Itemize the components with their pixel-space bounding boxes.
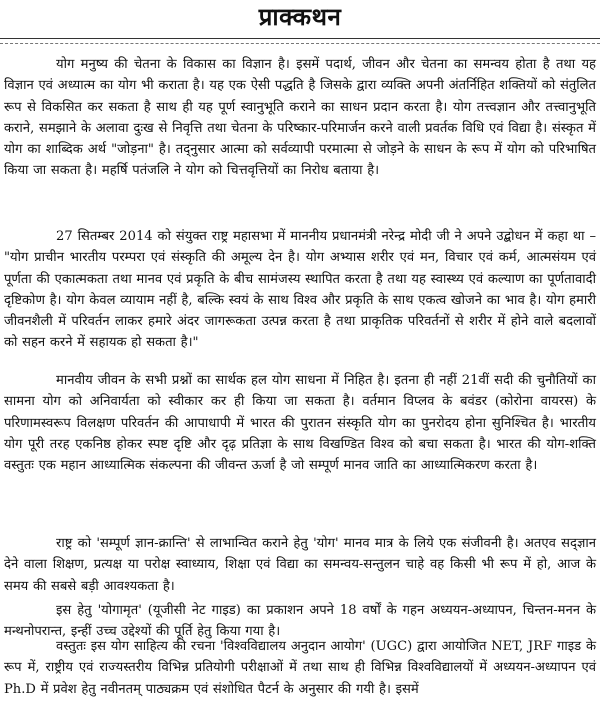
paragraph-1: योग मनुष्य की चेतना के विकास का विज्ञान है। इसमें पदार्थ, जीवन और चेतना का समन्वय होता है तथा यह विज्ञान एवं अध्यात्म का योग भी कराता है। यह एक ऐसी पद्धति है जिसके द्वारा व्यक्ति अपनी अंतर्निहित शक्तियों को संतुलित रूप से विकसित कर सकता है साथ ही यह पूर्ण स्वानुभूति कराने का साधन प्रदान करता है। योग तत्त्वज्ञान और तत्त्वानुभूति कराने, समझाने के अलावा दुःख से निवृत्ति तथा चेतना के परिष्कार-परिमार्जन करने वाली प्रवर्तक विधि एवं विद्या है। संस्कृत में योग का शाब्दिक अर्थ "जोड़ना" है। तद्नुसार आत्मा को सर्वव्यापी परमात्मा से जोड़ने के साधन के रूप में योग को परिभाषित किया जा सकता है। महर्षि पतंजलि ने योग को चित्तवृत्तियों का निरोध बताया है। bbox=[4, 57, 596, 179]
paragraph-3: मानवीय जीवन के सभी प्रश्नों का सार्थक हल योग साधना में निहित है। इतना ही नहीं 21वीं सदी की चुनौतियों का सामना योग को अनिवार्यता को स्वीकार कर ही किया जा सकता है। वर्तमान विप्लव के बवंडर (कोरोना वायरस) के परिणामस्वरूप विलक्षण परिवर्तन की आपाधापी में भारत की पुरातन संस्कृति योग का पुनरोदय होना सुनिश्चित है। भारतीय योग पूरी तरह एकनिष्ठ होकर स्पष्ट दृष्टि और दृढ़ प्रतिज्ञा के साथ विखण्डित विश्व को बचा सकता है। भारत की योग-शक्ति वस्तुतः एक महान आध्यात्मिक संकल्पना की जीवन्त ऊर्जा है जो सम्पूर्ण मानव जाति का आध्यात्मिकरण करता है। bbox=[4, 373, 596, 474]
document-body bbox=[0, 46, 600, 701]
page-title: प्राक्कथन bbox=[258, 3, 342, 31]
paragraph-4: राष्ट्र को 'सम्पूर्ण ज्ञान-क्रान्ति' से लाभान्वित कराने हेतु 'योग' मानव मात्र के लिये एक संजीवनी है। अतएव सद्ज्ञान देने वाला शिक्षण, प्रत्यक्ष या परोक्ष स्वाध्याय, शिक्षा एवं विद्या का समन्वय-सन्तुलन चाहे वह किसी भी रूप में हो, आज के समय की सबसे बड़ी आवश्यकता है। bbox=[4, 536, 596, 594]
title-divider bbox=[0, 38, 600, 44]
paragraph-6: वस्तुतः इस योग साहित्य की रचना 'विश्वविद्यालय अनुदान आयोग' (UGC) द्वारा आयोजित NET, JRF गाइड के रूप में, राष्ट्रीय एवं राज्यस्तरीय विभिन्न प्रतियोगी परीक्षाओं में तथा साथ ही विभिन्न विश्वविद्यालयों में अध्ययन-अध्यापन एवं Ph.D में प्रवेश हेतु नवीनतम् पाठ्यक्रम एवं संशोधित पैटर्न के अनुसार की गयी है। इसमें bbox=[4, 639, 596, 697]
paragraph-2: 27 सितम्बर 2014 को संयुक्त राष्ट्र महासभा में माननीय प्रधानमंत्री नरेन्द्र मोदी जी ने अपने उद्बोधन में कहा था – "योग प्राचीन भारतीय परम्परा एवं संस्कृति की अमूल्य देन है। योग अभ्यास शरीर एवं मन, विचार एवं कर्म, आत्मसंयम एवं पूर्णता की एकात्मकता तथा मानव एवं प्रकृति के बीच सामंजस्य स्थापित करता है तथा यह स्वास्थ्य एवं कल्याण का पूर्णतावादी दृष्टिकोण है। योग केवल व्यायाम नहीं है, बल्कि स्वयं के साथ विश्व और प्रकृति के साथ एकत्व खोजने का भाव है। योग हमारी जीवनशैली में परिवर्तन लाकर हमारे अंदर जागरूकता उत्पन्न करता है तथा प्राकृतिक परिवर्तनों से शरीर में होने वाले बदलावों को सहन करने में सहायक हो सकता है।" bbox=[4, 229, 596, 351]
paragraph-5: इस हेतु 'योगामृत' (यूजीसी नेट गाइड) का प्रकाशन अपने 18 वर्षों के गहन अध्ययन-अध्यापन, चिन्तन-मनन के मन्थनोपरान्त, इन्हीं उच्च उद्देश्यों की पूर्ति हेतु किया गया है। bbox=[4, 603, 596, 640]
